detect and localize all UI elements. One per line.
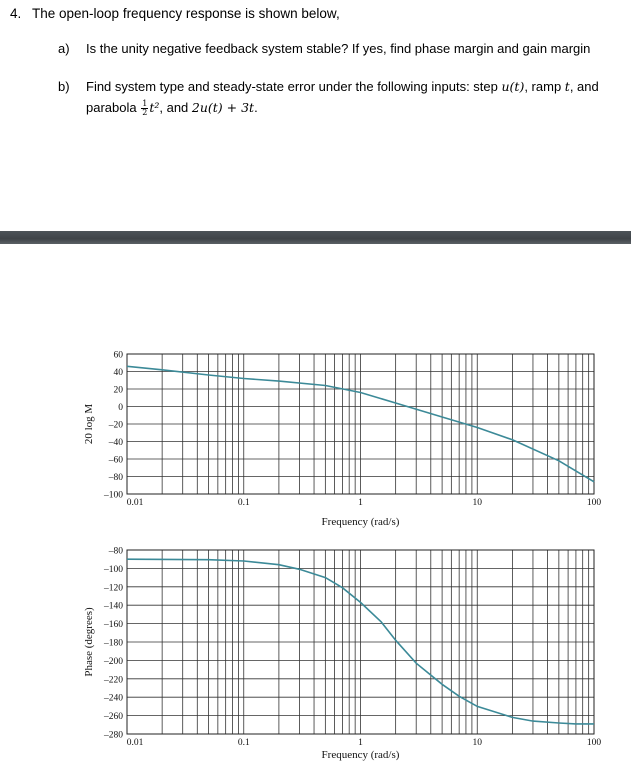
- phase-y-tick-label: –120: [104, 583, 123, 594]
- phase-x-tick-label: 0.01: [126, 738, 144, 748]
- phase-x-axis-title: Frequency (rad/s): [321, 749, 400, 761]
- math-ramp-input: t: [564, 79, 570, 94]
- math-combined-input: 2u(t) + 3t: [191, 100, 255, 115]
- part-b-text-2: , ramp: [524, 79, 565, 94]
- magnitude-y-tick-label: –20: [108, 420, 123, 431]
- magnitude-x-axis-title: Frequency (rad/s): [321, 516, 400, 528]
- magnitude-y-tick-label: 20: [113, 385, 123, 396]
- phase-plot: [83, 547, 601, 762]
- part-b-text-6: .: [254, 100, 258, 115]
- question-text: The open-loop frequency response is shown below,: [32, 6, 340, 21]
- math-parabola-input: t²: [149, 100, 160, 115]
- phase-x-tick-label: 100: [586, 738, 602, 748]
- magnitude-y-tick-label: –100: [104, 490, 123, 501]
- fraction-denominator: 2: [142, 108, 148, 118]
- phase-y-tick-label: –200: [104, 656, 123, 667]
- part-a-text: Is the unity negative feedback system stable? If yes, find phase margin and gain margin: [86, 41, 591, 56]
- phase-x-tick-label: 10: [472, 738, 482, 748]
- phase-y-tick-label: –260: [104, 712, 123, 723]
- phase-y-tick-label: –240: [104, 693, 123, 704]
- part-b-text-5: , and: [159, 100, 192, 115]
- part-b-text-3: , and: [569, 79, 599, 94]
- phase-y-tick-label: –140: [104, 601, 123, 612]
- magnitude-x-tick-label: 0.01: [126, 498, 144, 508]
- phase-y-axis-title: Phase (degrees): [83, 607, 95, 677]
- magnitude-y-tick-label: –60: [108, 455, 123, 466]
- phase-x-tick-label: 1: [358, 738, 363, 748]
- phase-y-tick-label: –220: [104, 675, 123, 686]
- math-step-input: u(t): [501, 79, 525, 94]
- part-b-line2: [86, 99, 258, 117]
- phase-x-tick-label: 0.1: [237, 738, 250, 748]
- fraction-numerator: 1: [142, 99, 148, 109]
- phase-y-tick-label: –100: [104, 564, 123, 575]
- part-b-label: b): [58, 79, 70, 94]
- phase-y-tick-label: –280: [104, 730, 123, 741]
- part-b-line1: [86, 78, 599, 96]
- magnitude-x-tick-label: 0.1: [237, 498, 250, 508]
- part-a-label: a): [58, 41, 70, 56]
- phase-y-tick-label: –180: [104, 638, 123, 649]
- fraction-one-half: [141, 100, 148, 117]
- magnitude-plot: [83, 351, 601, 529]
- magnitude-x-tick-label: 10: [472, 498, 482, 508]
- part-b-text-4: parabola: [86, 100, 141, 115]
- question-stem: [10, 5, 625, 23]
- magnitude-y-tick-label: –40: [108, 438, 123, 448]
- magnitude-y-tick-label: 40: [113, 368, 123, 378]
- phase-y-tick-label: –160: [104, 620, 123, 631]
- magnitude-y-tick-label: 0: [118, 403, 123, 413]
- section-divider: [0, 231, 631, 244]
- question-number: 4.: [10, 6, 22, 21]
- magnitude-y-tick-label: 60: [113, 350, 123, 361]
- magnitude-y-tick-label: –80: [108, 473, 123, 483]
- magnitude-y-axis-title: 20 log M: [83, 403, 95, 445]
- bode-plot-figure: [0, 244, 631, 770]
- magnitude-x-tick-label: 100: [586, 498, 602, 508]
- part-b-text-1: Find system type and steady-state error under the following inputs: step: [86, 79, 502, 94]
- part-b: [58, 78, 628, 122]
- phase-y-tick-label: –80: [108, 546, 123, 557]
- magnitude-x-tick-label: 1: [358, 498, 363, 508]
